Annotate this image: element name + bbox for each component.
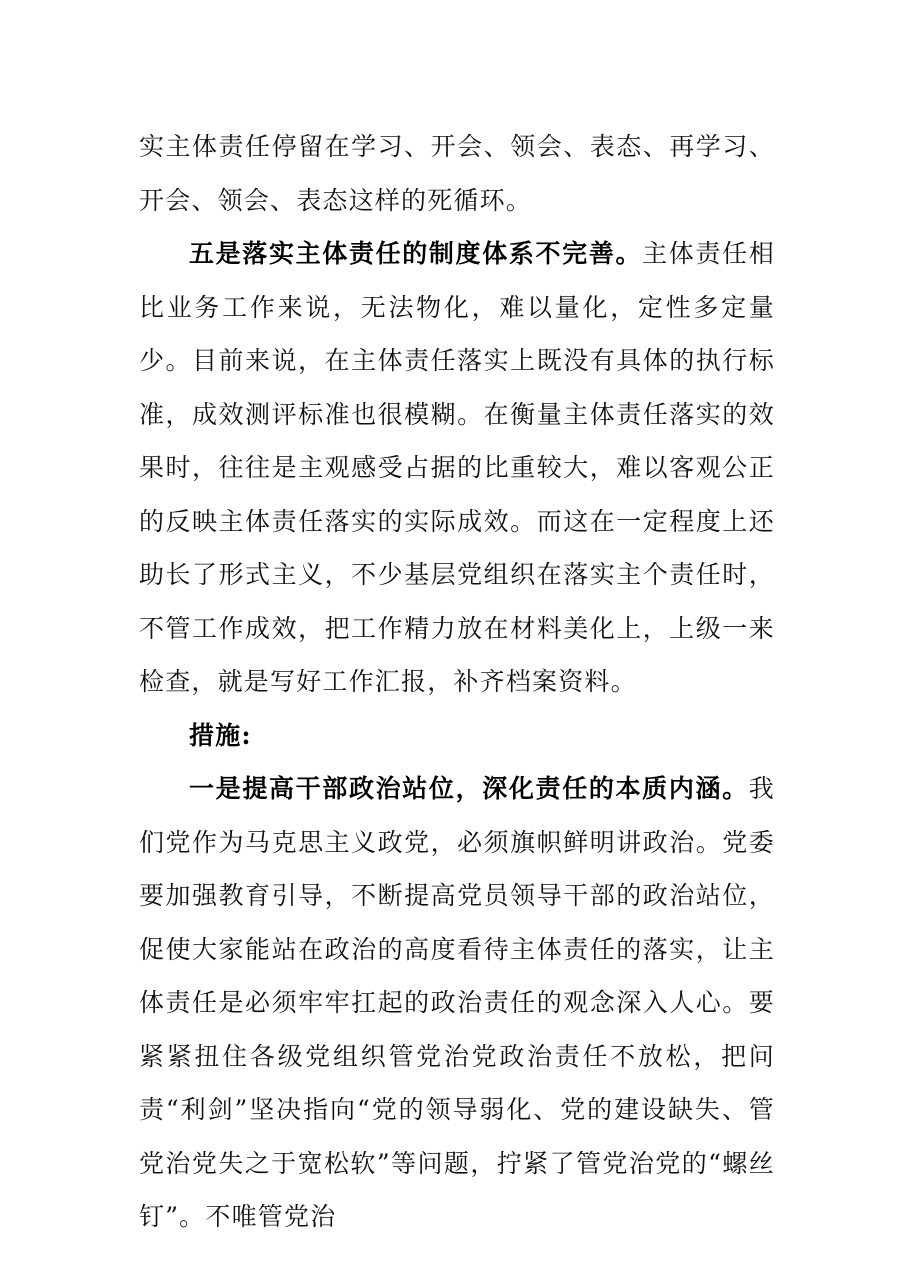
paragraph-point-five — [139, 227, 775, 709]
paragraph-lead-bold: 五是落实主体责任的制度体系不完善。 — [189, 239, 643, 268]
paragraph-text: 我们党作为马克思主义政党，必须旗帜鲜明讲政治。党委要加强教育引导，不断提高党员领导干部的政治站位，促使大家能站在政治的高度看待主体责任的落实，让主体责任是必须牢牢扛起的政治责任的观念深入人心。要紧紧扭住各级党组织管党治党政治责任不放松，把问责“利剑”坚决指向“党的领导弱化、党的建设缺失、管党治党失之于宽松软”等问题，拧紧了管党治党的“螺丝钉”。不唯管党治 — [139, 774, 775, 1231]
paragraph-text: 主体责任相比业务工作来说，无法物化，难以量化，定性多定量少。目前来说，在主体责任落实上既没有具体的执行标准，成效测评标准也很模糊。在衡量主体责任落实的效果时，往往是主观感受占据的比重较大，难以客观公正的反映主体责任落实的实际成效。而这在一定程度上还助长了形式主义，不少基层党组织在落实主个责任时，不管工作成效，把工作精力放在材料美化上，上级一来检查，就是写好工作汇报，补齐档案资料。 — [139, 239, 775, 696]
paragraph-lead-bold: 一是提高干部政治站位，深化责任的本质内涵。 — [189, 774, 749, 803]
document-body — [139, 120, 775, 1244]
paragraph-text: 实主体责任停留在学习、开会、领会、表态、再学习、开会、领会、表态这样的死循环。 — [139, 132, 775, 215]
paragraph-continuation — [139, 120, 775, 227]
measures-heading — [139, 709, 775, 763]
measures-heading-label: 措施: — [189, 720, 252, 750]
paragraph-measure-one — [139, 762, 775, 1244]
